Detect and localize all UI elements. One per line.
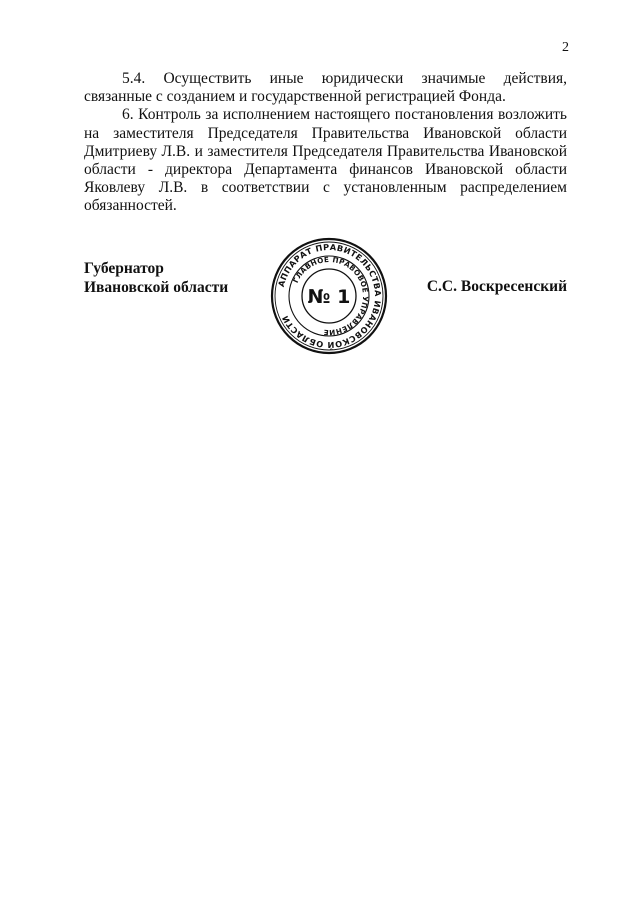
seal-center-number: № 1 bbox=[307, 286, 351, 308]
page-number: 2 bbox=[562, 40, 569, 55]
paragraph-5-4: 5.4. Осуществить иные юридически значимые действия, связанные с созданием и государственной регистрацией Фонда. bbox=[84, 70, 567, 106]
signatory-name: С.С. Воскресенский bbox=[426, 278, 567, 295]
official-seal bbox=[270, 237, 388, 355]
document-body bbox=[84, 70, 567, 216]
signatory-title bbox=[84, 260, 228, 297]
seal-outer-text: АППАРАТ ПРАВИТЕЛЬСТВА ИВАНОВСКОЙ ОБЛАСТИ bbox=[275, 241, 384, 351]
signatory-region: Ивановской области bbox=[84, 278, 229, 296]
seal-inner-text: ГЛАВНОЕ ПРАВОВОЕ УПРАВЛЕНИЕ bbox=[290, 254, 371, 338]
paragraph-6: 6. Контроль за исполнением настоящего постановления возложить на заместителя Председателя Правительства Ивановской области Дмитриеву Л.В. и заместителя Председателя Правительства Ивановской области - директора Департамента финансов Ивановской области Яковлеву Л.В. в соответствии с установленным распределением обязанностей. bbox=[84, 106, 567, 215]
signatory-position: Губернатор bbox=[84, 260, 164, 277]
